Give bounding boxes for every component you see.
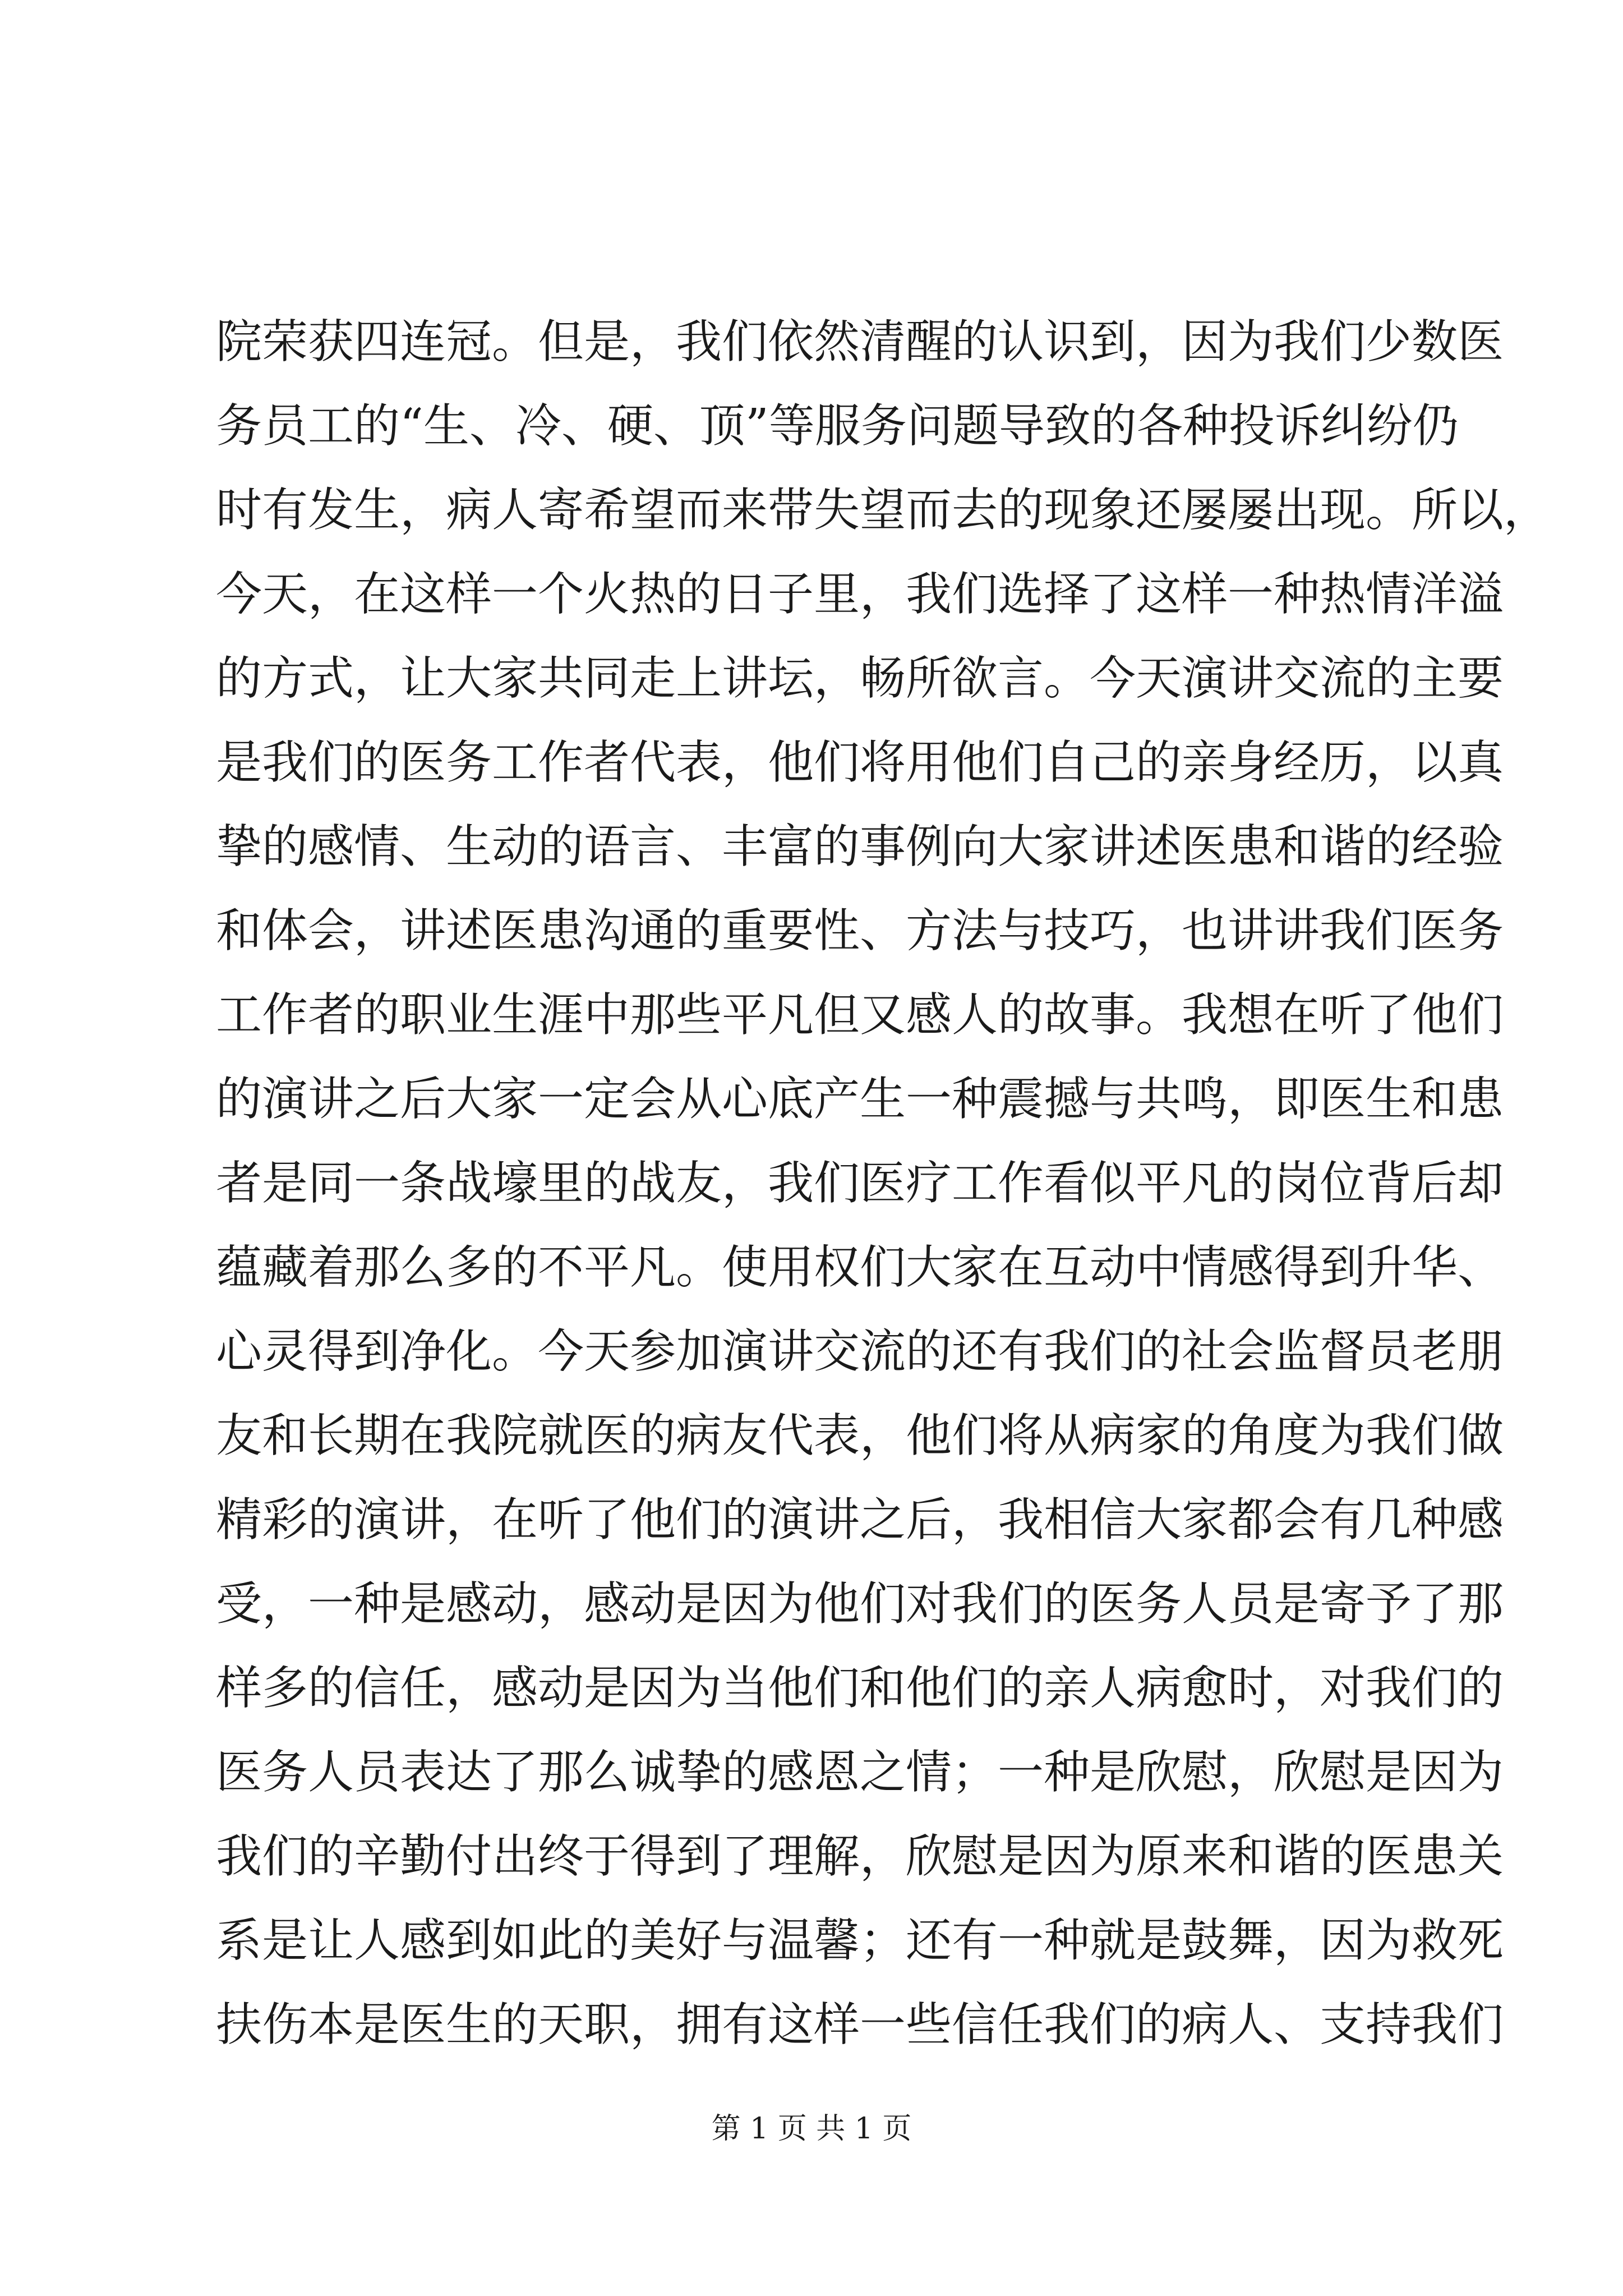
page-footer: 第 1 页 共 1 页: [711, 2112, 912, 2146]
text-line: 扶伤本是医生的天职，拥有这样一些信任我们的病人、支持我们: [216, 1998, 1504, 2051]
text-line: 是我们的医务工作者代表，他们将用他们自己的亲身经历，以真: [216, 736, 1504, 789]
text-line: 务员工的“生、冷、硬、顶”等服务问题导致的各种投诉纠纷仍: [216, 399, 1459, 453]
text-line: 受，一种是感动，感动是因为他们对我们的医务人员是寄予了那: [216, 1577, 1504, 1631]
text-line: 时有发生，病人寄希望而来带失望而去的现象还屡屡出现。所以，: [216, 484, 1550, 537]
text-line: 医务人员表达了那么诚挚的感恩之情；一种是欣慰，欣慰是因为: [216, 1746, 1504, 1799]
text-line: 者是同一条战壕里的战友，我们医疗工作看似平凡的岗位背后却: [216, 1157, 1504, 1210]
text-line: 今天，在这样一个火热的日子里，我们选择了这样一种热情洋溢: [216, 568, 1504, 621]
text-line: 的演讲之后大家一定会从心底产生一种震撼与共鸣，即医生和患: [216, 1073, 1504, 1126]
text-line: 蕴藏着那么多的不平凡。使用权们大家在互动中情感得到升华、: [216, 1241, 1504, 1294]
text-line: 样多的信任，感动是因为当他们和他们的亲人病愈时，对我们的: [216, 1662, 1504, 1715]
text-line: 院荣获四连冠。但是，我们依然清醒的认识到，因为我们少数医: [216, 315, 1504, 369]
text-line: 工作者的职业生涯中那些平凡但又感人的故事。我想在听了他们: [216, 988, 1504, 1042]
text-line: 挚的感情、生动的语言、丰富的事例向大家讲述医患和谐的经验: [216, 820, 1504, 873]
text-line: 心灵得到净化。今天参加演讲交流的还有我们的社会监督员老朋: [216, 1325, 1504, 1378]
text-line: 友和长期在我院就医的病友代表，他们将从病家的角度为我们做: [216, 1409, 1504, 1462]
text-line: 系是让人感到如此的美好与温馨；还有一种就是鼓舞，因为救死: [216, 1914, 1504, 1967]
text-line: 的方式，让大家共同走上讲坛，畅所欲言。今天演讲交流的主要: [216, 652, 1504, 705]
document-body: [216, 300, 1550, 2067]
text-line: 和体会，讲述医患沟通的重要性、方法与技巧，也讲讲我们医务: [216, 904, 1504, 958]
text-line: 精彩的演讲，在听了他们的演讲之后，我相信大家都会有几种感: [216, 1493, 1504, 1547]
text-line: 我们的辛勤付出终于得到了理解，欣慰是因为原来和谐的医患关: [216, 1830, 1504, 1883]
